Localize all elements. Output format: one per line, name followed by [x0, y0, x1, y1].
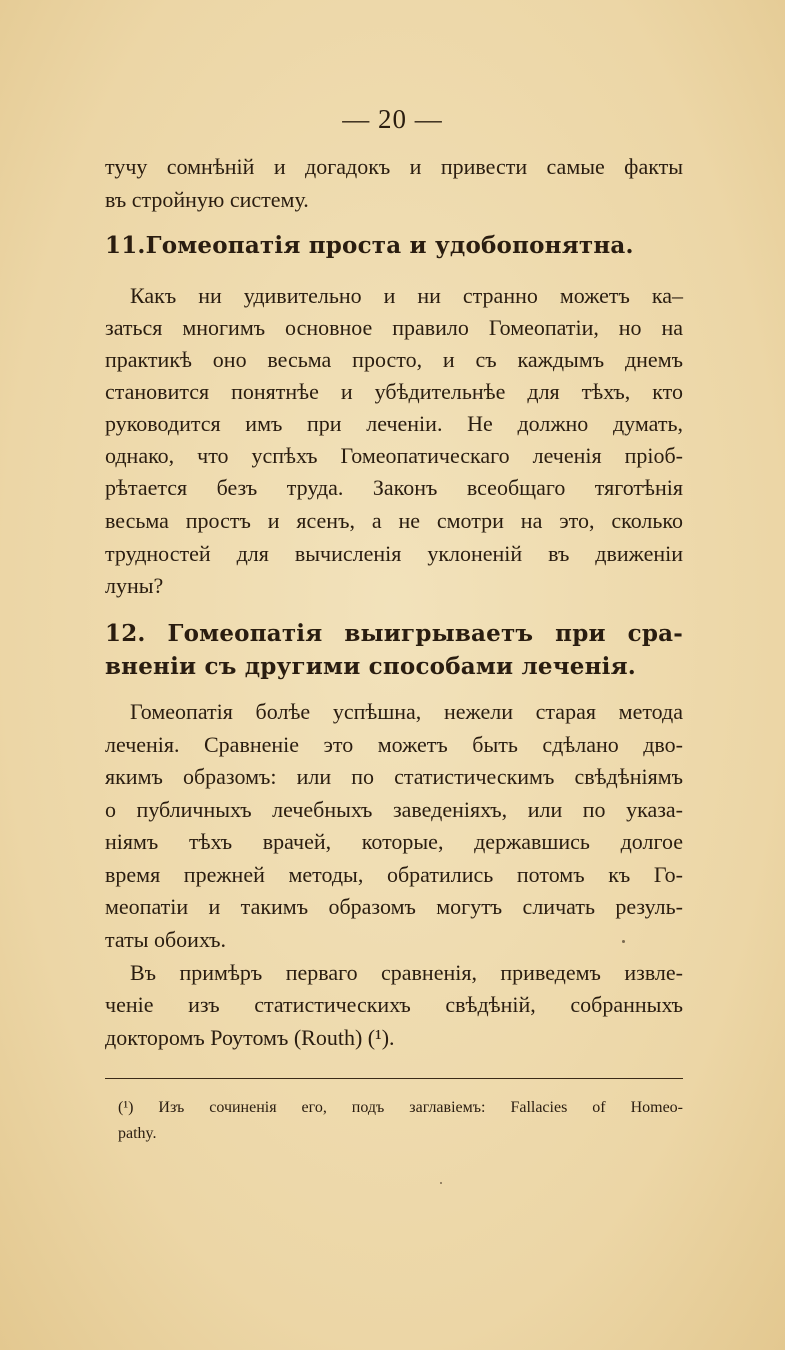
text-line: докторомъ Роутомъ (Routh) (¹).: [105, 1025, 395, 1050]
text-line: тучу сомнѣній и догадокъ и привести самые факты: [105, 154, 683, 179]
text-line: ніямъ тѣхъ врачей, которые, державшись долгое: [105, 829, 683, 854]
text-line: леченія. Сравненіе это можетъ быть сдѣлано дво-: [105, 732, 683, 757]
text-line: о публичныхъ лечебныхъ заведеніяхъ, или по указа-: [105, 797, 683, 822]
text-line: трудностей для вычисленія уклоненій въ движеніи: [105, 541, 683, 566]
text-line: Какъ ни удивительно и ни странно можетъ ка–: [130, 283, 683, 308]
section-heading: 11.Гомеопатія проста и удобопонятна.: [105, 232, 634, 259]
text-line: рѣтается безъ труда. Законъ всеобщаго тяготѣнія: [105, 475, 683, 500]
text-line: однако, что успѣхъ Гомеопатическаго леченія пріоб-: [105, 443, 683, 468]
footnote-line: pathy.: [118, 1125, 157, 1142]
text-line: луны?: [105, 573, 164, 598]
section-heading: вненіи съ другими способами леченія.: [105, 653, 636, 680]
text-line: таты обоихъ.: [105, 927, 226, 952]
section-heading: 12. Гомеопатія выигрываетъ при сра-: [105, 620, 683, 647]
text-line: практикѣ оно весьма просто, и съ каждымъ днемъ: [105, 347, 683, 372]
text-line: руководится имъ при леченіи. Не должно думать,: [105, 411, 683, 436]
text-line: Гомеопатія болѣе успѣшна, нежели старая метода: [130, 699, 683, 724]
text-line: время прежней методы, обратились потомъ къ Го-: [105, 862, 683, 887]
text-line: заться многимъ основное правило Гомеопатіи, но на: [105, 315, 683, 340]
paper-speck: [440, 1182, 442, 1184]
footnote-line: (¹) Изъ сочиненія его, подъ заглавіемъ: Fallacies of Homeo-: [118, 1099, 683, 1116]
page-number: — 20 —: [342, 104, 443, 134]
text-line: весьма простъ и ясенъ, а не смотри на это, сколько: [105, 508, 683, 533]
text-line: ченіе изъ статистическихъ свѣдѣній, собранныхъ: [105, 992, 683, 1017]
text-line: въ стройную систему.: [105, 187, 309, 212]
footnote-rule: [105, 1078, 683, 1079]
text-line: якимъ образомъ: или по статистическимъ свѣдѣніямъ: [105, 764, 683, 789]
text-line: меопатіи и такимъ образомъ могутъ сличать резуль-: [105, 894, 683, 919]
text-line: становится понятнѣе и убѣдительнѣе для тѣхъ, кто: [105, 379, 683, 404]
paper-speck: [622, 940, 625, 943]
text-line: Въ примѣръ перваго сравненія, приведемъ извле-: [130, 960, 683, 985]
